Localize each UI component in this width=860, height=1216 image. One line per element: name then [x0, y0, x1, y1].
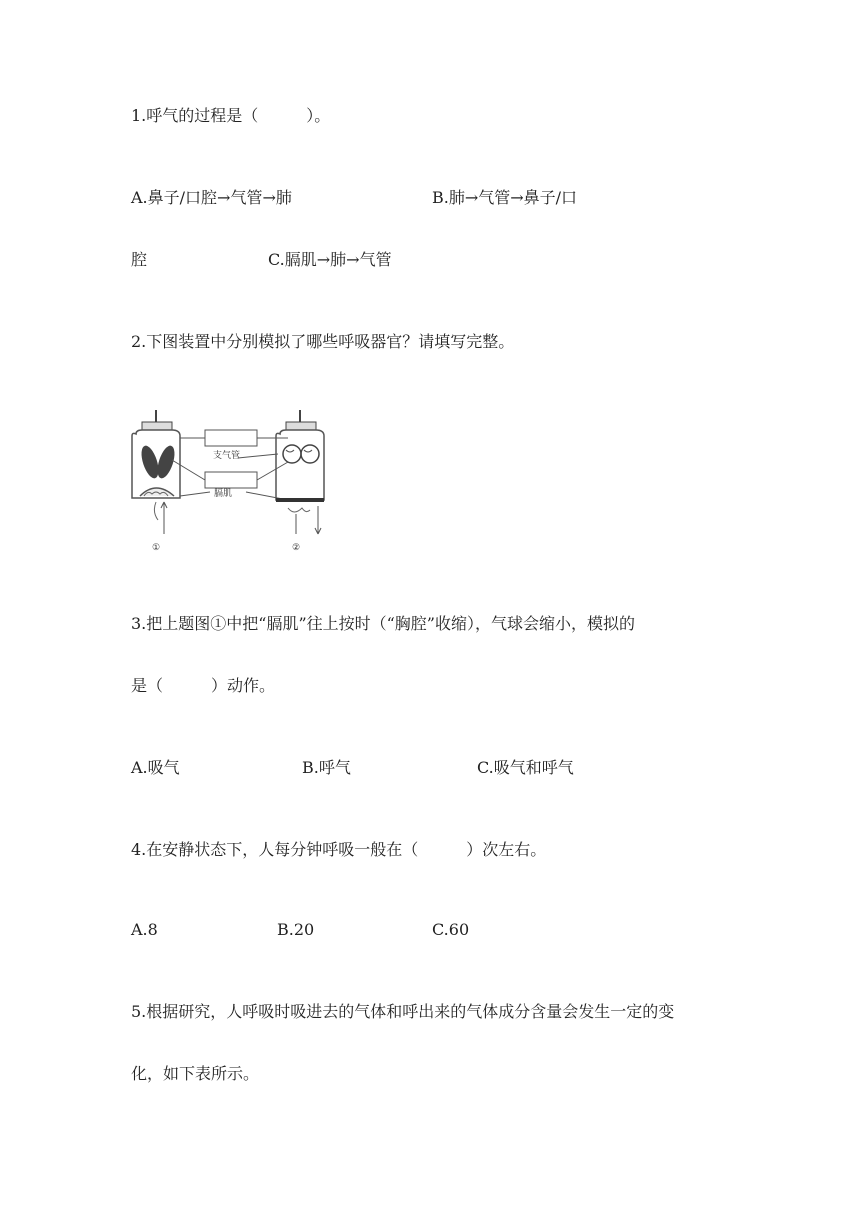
label-trachea: 支气管	[213, 451, 241, 461]
q4-option-c: C.60	[432, 920, 470, 939]
answer-box-2	[205, 472, 257, 488]
q4-stem: 4.在安静状态下，人每分钟呼吸一般在（ ）次左右。	[131, 840, 547, 859]
q1-option-c: C.膈肌→肺→气管	[268, 250, 392, 269]
answer-box-1	[205, 430, 257, 446]
label-diaphragm: 膈肌	[214, 489, 233, 499]
q2-stem: 2.下图装置中分别模拟了哪些呼吸器官？请填写完整。	[131, 332, 515, 351]
q5-stem-line2: 化，如下表所示。	[131, 1064, 260, 1083]
jar-1	[132, 410, 180, 534]
q3-stem-line1: 3.把上题图①中把“膈肌”往上按时（“胸腔”收缩），气球会缩小，模拟的	[131, 614, 635, 633]
q1-stem: 1.呼气的过程是（ ）。	[131, 106, 331, 125]
q3-stem-line2: 是（ ）动作。	[131, 676, 276, 695]
q3-option-c: C.吸气和呼气	[477, 758, 574, 777]
label-figure-1: ①	[151, 543, 161, 553]
q4-option-b: B.20	[277, 920, 315, 939]
q1-option-b: B.肺→气管→鼻子/口	[432, 188, 578, 207]
q1-option-a: A.鼻子/口腔→气管→肺	[131, 188, 292, 207]
respiratory-model-figure	[128, 410, 348, 559]
q3-option-a: A.吸气	[131, 758, 180, 777]
jar-2	[276, 410, 324, 534]
q1-option-b-continued: 腔	[131, 250, 148, 269]
respiratory-model-diagram	[128, 410, 348, 555]
q4-option-a: A.8	[131, 920, 158, 939]
label-figure-2: ②	[291, 543, 301, 553]
q5-stem-line1: 5.根据研究，人呼吸时吸进去的气体和呼出来的气体成分含量会发生一定的变	[131, 1002, 675, 1021]
q3-option-b: B.呼气	[302, 758, 351, 777]
